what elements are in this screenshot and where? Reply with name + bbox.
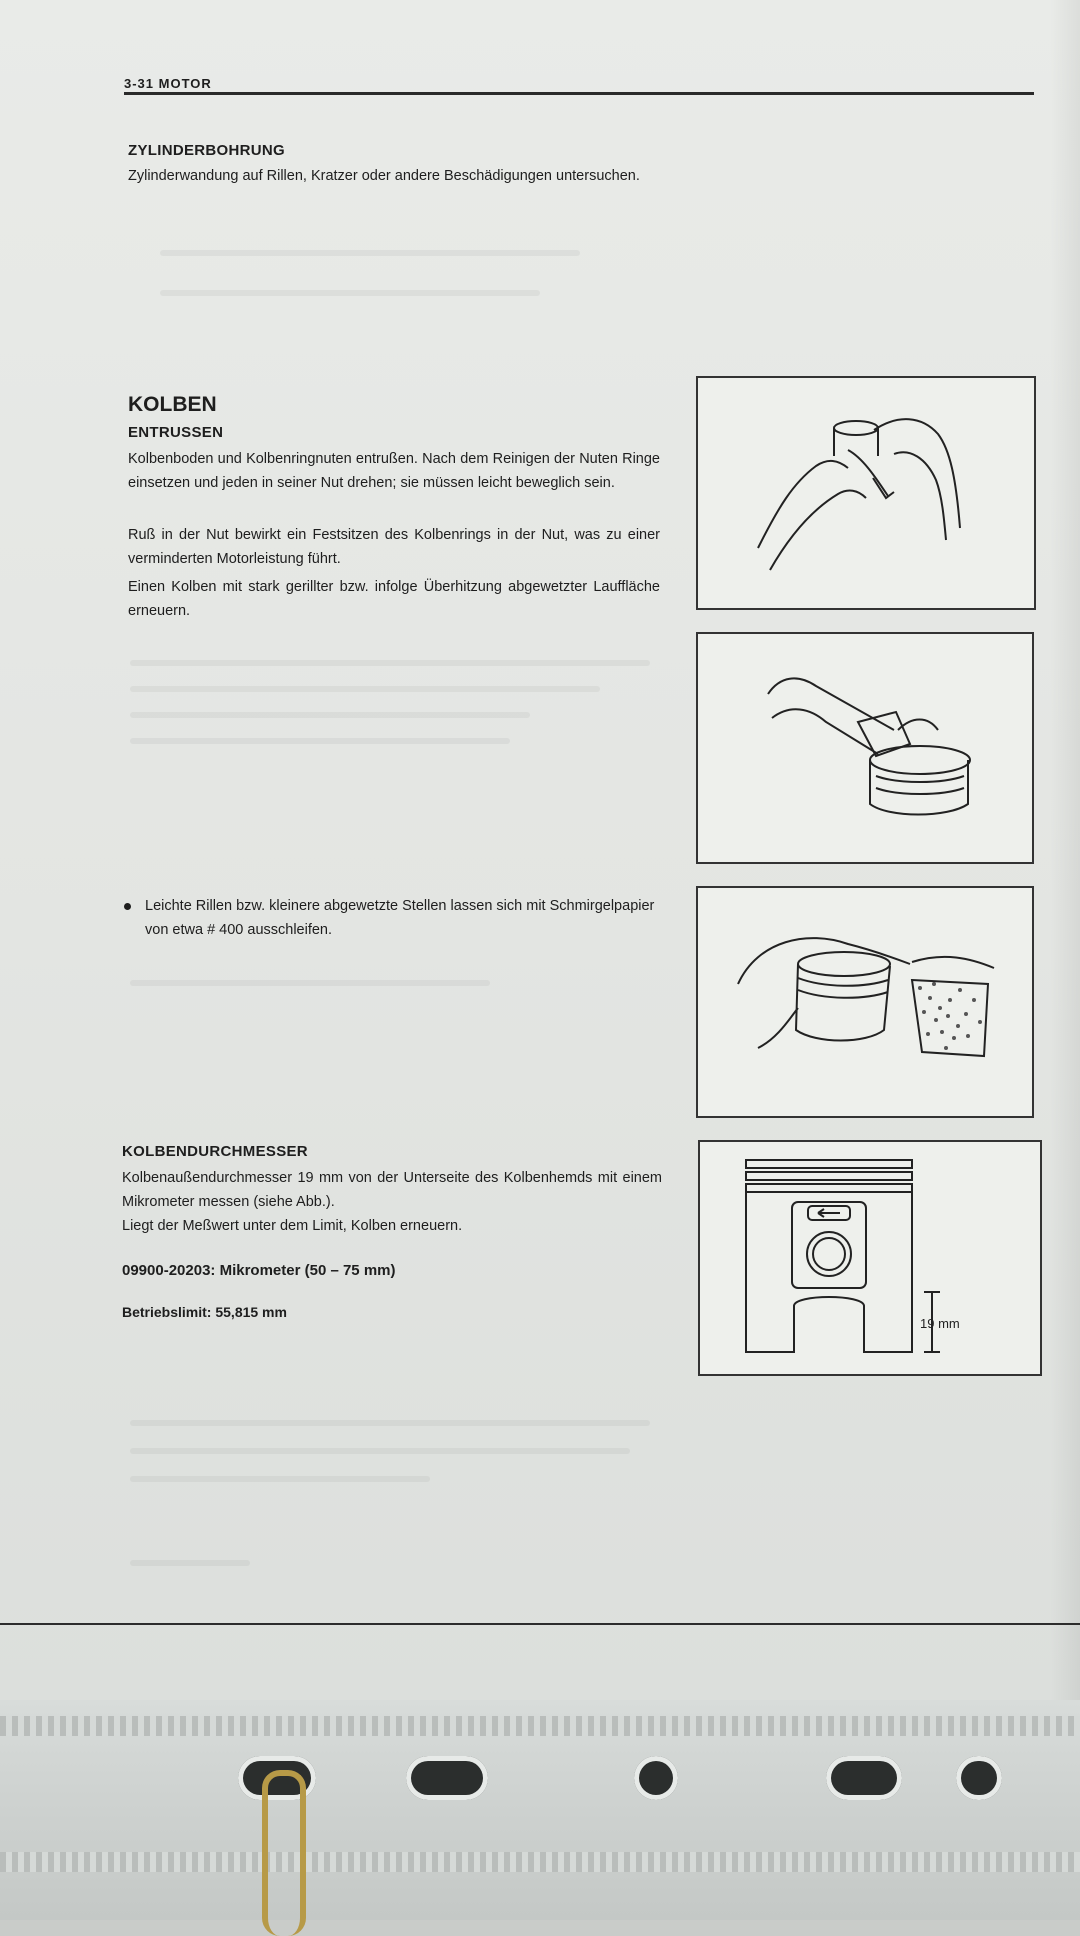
bleed-through-line bbox=[130, 686, 600, 692]
page-bottom-rule bbox=[0, 1623, 1080, 1625]
figure-piston-diameter bbox=[698, 1140, 1042, 1376]
bleed-through-line bbox=[130, 1420, 650, 1426]
kolben-heading: KOLBEN bbox=[128, 393, 217, 416]
bullet-dot bbox=[124, 903, 131, 910]
page-shadow bbox=[1050, 0, 1080, 1700]
header-rule bbox=[124, 92, 1034, 95]
binder-ring bbox=[262, 1770, 306, 1936]
bleed-through-line bbox=[160, 250, 580, 256]
figure-sanding-piston bbox=[696, 886, 1034, 1118]
binder-sleeve bbox=[0, 1700, 1080, 1920]
bleed-through-line bbox=[130, 712, 530, 718]
bleed-through-line bbox=[160, 290, 540, 296]
figure-groove-cleaning bbox=[696, 632, 1034, 864]
sleeve-perforation-strip bbox=[0, 1852, 1080, 1872]
entrussen-paragraph: Ruß in der Nut bewirkt ein Festsitzen des Kolbenrings in der Nut, was zu einer verminderten Motorleistung führt. bbox=[128, 527, 660, 567]
bleed-through-line bbox=[130, 1560, 250, 1566]
zylinderbohrung-heading: ZYLINDERBOHRUNG bbox=[128, 142, 285, 159]
kolbendurchmesser-heading: KOLBENDURCHMESSER bbox=[122, 1143, 308, 1160]
sanding-piston-illustration bbox=[698, 888, 1032, 1116]
bleed-through-line bbox=[130, 1476, 430, 1482]
binder-hole bbox=[826, 1756, 902, 1800]
piston-diameter-illustration bbox=[700, 1142, 1040, 1374]
tool-spec: 09900-20203: Mikrometer (50 – 75 mm) bbox=[122, 1262, 396, 1279]
entrussen-paragraph: Kolbenboden und Kolbenringnuten entrußen. Nach dem Reinigen der Nuten Ringe einsetzen und jeden in seiner Nut drehen; sie müssen leicht beweglich sein. bbox=[128, 451, 660, 491]
sleeve-perforation-strip bbox=[0, 1716, 1080, 1736]
bleed-through-line bbox=[130, 738, 510, 744]
bleed-through-line bbox=[130, 1448, 630, 1454]
bleed-through-line bbox=[130, 660, 650, 666]
binder-hole bbox=[406, 1756, 488, 1800]
service-limit: Betriebslimit: 55,815 mm bbox=[122, 1304, 287, 1320]
kolbendurchmesser-text: Kolbenaußendurchmesser 19 mm von der Unterseite des Kolbenhemds mit einem Mikrometer messen (siehe Abb.). Liegt der Meßwert unter dem Limit, Kolben erneuern. bbox=[122, 1170, 662, 1234]
bullet-item bbox=[124, 894, 660, 942]
page-header-label: 3-31 MOTOR bbox=[124, 76, 212, 91]
binder-hole bbox=[634, 1756, 678, 1800]
groove-cleaning-illustration bbox=[698, 634, 1032, 862]
hands-holding-piston-illustration bbox=[698, 378, 1034, 608]
dimension-label: 19 mm bbox=[920, 1316, 960, 1331]
bleed-through-line bbox=[130, 980, 490, 986]
figure-piston-ring-check bbox=[696, 376, 1036, 610]
bullet-text: Leichte Rillen bzw. kleinere abgewetzte Stellen lassen sich mit Schmirgelpapier von etwa # 400 ausschleifen. bbox=[145, 898, 655, 938]
zylinderbohrung-text: Zylinderwandung auf Rillen, Kratzer oder andere Beschädigungen untersuchen. bbox=[128, 168, 640, 184]
binder-hole bbox=[956, 1756, 1002, 1800]
entrussen-subheading: ENTRUSSEN bbox=[128, 424, 224, 441]
entrussen-paragraph: Einen Kolben mit stark gerillter bzw. infolge Überhitzung abgewetzter Lauffläche erneuern. bbox=[128, 579, 660, 619]
